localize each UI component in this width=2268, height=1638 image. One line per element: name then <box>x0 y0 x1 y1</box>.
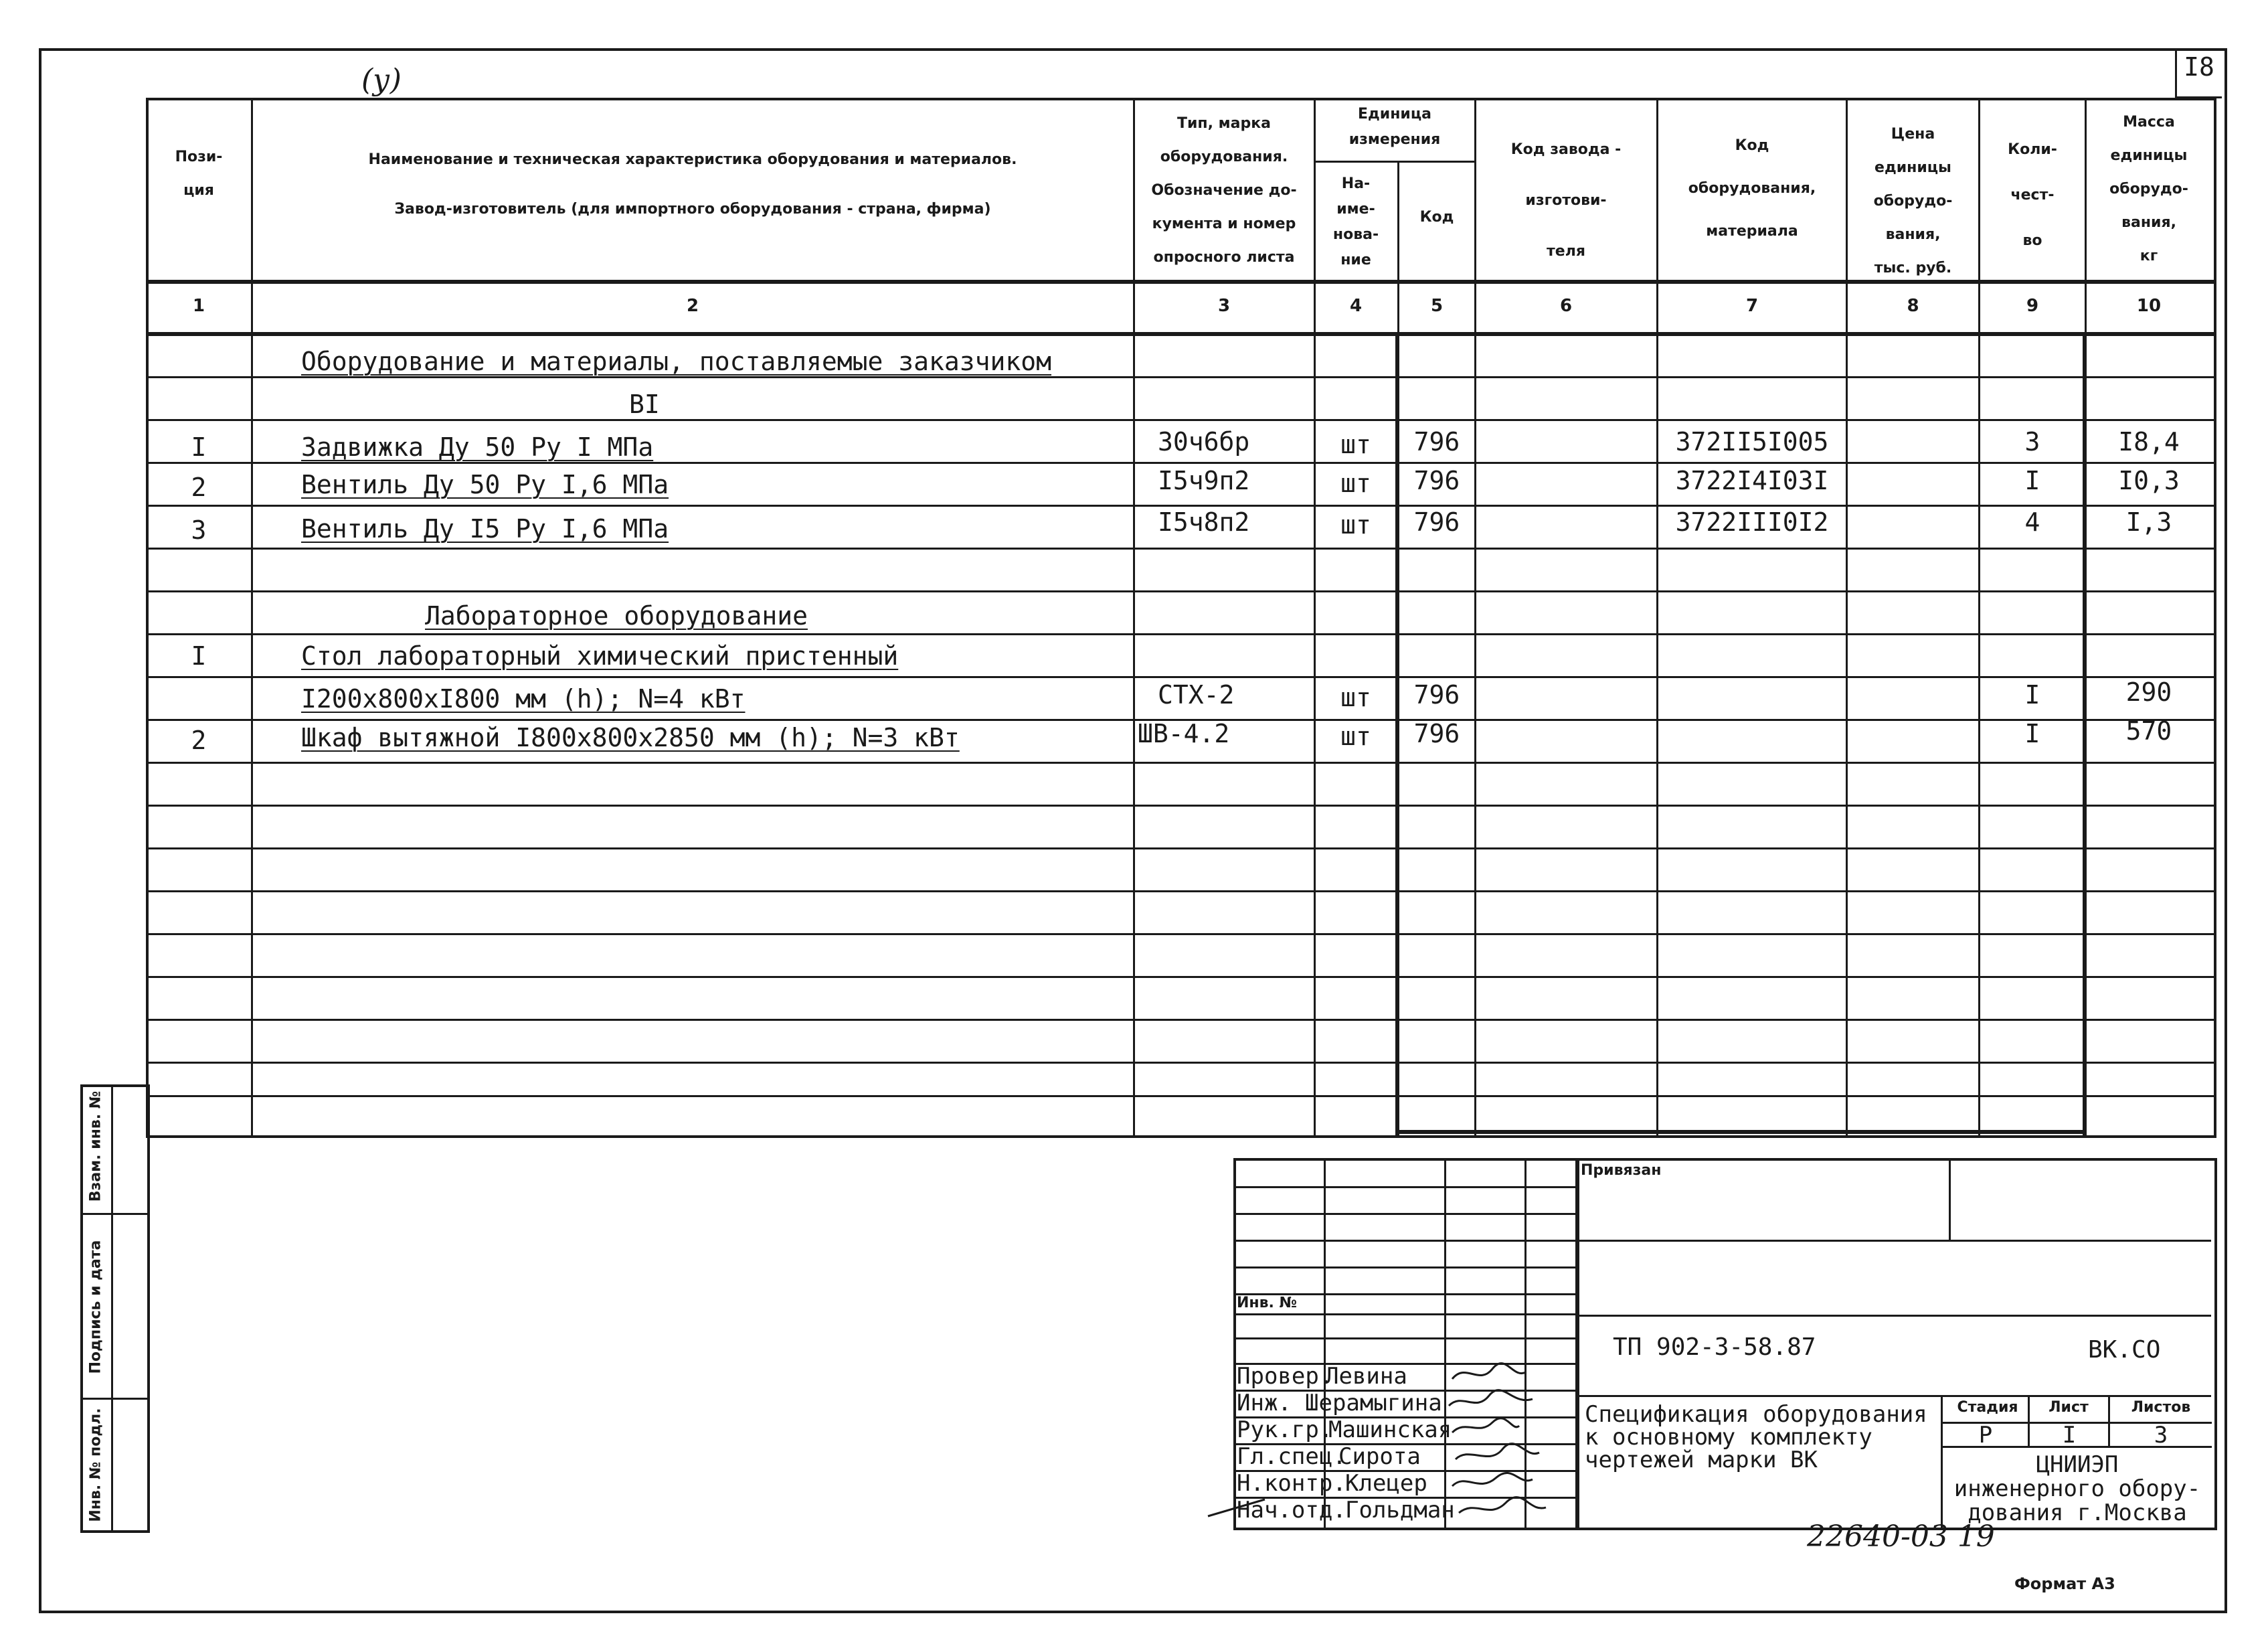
name-6: Гольдман <box>1345 1497 1455 1524</box>
row-type: I5ч9п2 <box>1158 466 1250 495</box>
row-position: 2 <box>191 473 207 502</box>
row-mass: 290 <box>2125 677 2172 707</box>
row-equip-code: 3722III0I2 <box>1675 507 1829 537</box>
handwritten-code: 22640-03 19 <box>1807 1520 1995 1554</box>
colnum-5: 5 <box>1430 296 1444 316</box>
row-name: Задвижка Ду 50 Ру I МПа <box>301 432 654 462</box>
row-name: Вентиль Ду I5 Ру I,6 МПа <box>301 514 669 544</box>
header-name-line2: Завод-изготовитель (для импортного оборудования - страна, фирма) <box>394 201 991 218</box>
colnum-8: 8 <box>1907 296 1919 316</box>
role-5: Н.контр. <box>1237 1470 1346 1497</box>
row-name: Стол лабораторный химический пристенный <box>301 641 899 671</box>
corner-box-left <box>2175 48 2177 96</box>
header-unit-group: Единица измерения <box>1348 106 1441 148</box>
role-6: Нач.отд. <box>1237 1497 1346 1524</box>
colnum-9: 9 <box>2026 296 2039 316</box>
row-qty: I <box>2024 719 2040 748</box>
org-name: ЦНИИЭП инженерного обору- дования г.Москва <box>1953 1451 2201 1526</box>
name-3: Машинская <box>1328 1416 1452 1443</box>
row-unit: шт <box>1340 510 1371 540</box>
header-factory-code: Код завода - изготови- теля <box>1510 141 1622 260</box>
header-unit-code: Код <box>1419 209 1454 226</box>
doc-title: Спецификация оборудования к основному комплекту чертежей марки ВК <box>1585 1401 1927 1473</box>
sheet-label: Лист <box>2048 1399 2089 1416</box>
header-equip-code: Код оборудования, материала <box>1688 137 1816 240</box>
role-1: Провер. <box>1237 1363 1333 1390</box>
row-type: ШВ-4.2 <box>1138 719 1230 748</box>
section1-title: Оборудование и материалы, поставляемые заказчиком <box>301 347 1052 376</box>
row-type: I5ч8п2 <box>1158 507 1250 537</box>
corner-number: I8 <box>2184 52 2214 82</box>
header-mass: Масса единицы оборудо- вания, кг <box>2109 114 2188 264</box>
stage-label: Стадия <box>1957 1399 2018 1416</box>
row-name: Вентиль Ду 50 Ру I,6 МПа <box>301 470 669 499</box>
row-unit-code: 796 <box>1413 719 1460 748</box>
row-position: 3 <box>191 515 207 545</box>
name-2: Шерамыгина <box>1305 1390 1442 1416</box>
header-type: Тип, марка оборудования. Обозначение до- кумента и номер опросного листа <box>1151 115 1297 266</box>
stamp-podpis: Подпись и дата <box>87 1240 104 1374</box>
signatures <box>1439 1359 1593 1533</box>
colnum-10: 10 <box>2136 296 2162 316</box>
stamp-vzam: Взам. инв. № <box>87 1090 104 1202</box>
privyazan-label: Привязан <box>1581 1162 1662 1179</box>
name-4: Сирота <box>1338 1443 1421 1470</box>
role-4: Гл.спец. <box>1237 1443 1346 1470</box>
header-unit-name: На- име- нова- ние <box>1332 175 1379 268</box>
row-qty: I <box>2024 680 2040 710</box>
inv-no-label: Инв. № <box>1237 1295 1298 1311</box>
row-mass: I8,4 <box>2118 427 2180 457</box>
row-qty: I <box>2024 466 2040 495</box>
name-5: Клецер <box>1345 1470 1427 1497</box>
row-position: 2 <box>191 726 207 755</box>
row-name: Шкаф вытяжной I800x800x2850 мм (h); N=3 кВт <box>301 723 960 752</box>
row-type: 30ч6бр <box>1158 427 1250 457</box>
colnum-2: 2 <box>686 296 699 316</box>
colnum-1: 1 <box>192 296 205 316</box>
row-type: СТХ-2 <box>1158 680 1235 710</box>
row-unit-code: 796 <box>1413 427 1460 457</box>
colnum-7: 7 <box>1745 296 1759 316</box>
role-2: Инж. <box>1237 1390 1292 1416</box>
row-unit-code: 796 <box>1413 507 1460 537</box>
row-position: I <box>191 641 207 671</box>
signature-line <box>1205 1493 1272 1520</box>
role-3: Рук.гр. <box>1237 1416 1333 1443</box>
sheet-value: I <box>2062 1422 2077 1449</box>
row-position: I <box>191 432 207 462</box>
row-equip-code: 372II5I005 <box>1675 427 1829 457</box>
sheets-value: 3 <box>2154 1422 2168 1449</box>
row-mass: I0,3 <box>2118 466 2180 495</box>
row-unit: шт <box>1340 683 1371 712</box>
stage-value: Р <box>1978 1422 1993 1449</box>
row-unit: шт <box>1340 430 1371 459</box>
section1-sub: BI <box>629 390 660 419</box>
sheets-label: Листов <box>2131 1399 2191 1416</box>
stamp-inv-podl: Инв. № подл. <box>87 1408 104 1522</box>
colnum-6: 6 <box>1559 296 1573 316</box>
row-qty: 3 <box>2024 427 2040 457</box>
row-name: I200x800xI800 мм (h); N=4 кВт <box>301 684 746 714</box>
row-mass: 570 <box>2125 716 2172 746</box>
row-unit: шт <box>1340 722 1371 751</box>
colnum-4: 4 <box>1349 296 1363 316</box>
doc-code: ТП 902-3-58.87 <box>1613 1333 1816 1361</box>
row-unit: шт <box>1340 469 1371 498</box>
row-unit-code: 796 <box>1413 466 1460 495</box>
name-1: Левина <box>1325 1363 1407 1390</box>
colnum-3: 3 <box>1217 296 1231 316</box>
section2-title: Лабораторное оборудование <box>425 601 808 631</box>
header-price: Цена единицы оборудо- вания, тыс. руб. <box>1873 126 1953 276</box>
top-mark: (у) <box>361 63 402 97</box>
header-name-line1: Наименование и техническая характеристика оборудования и материалов. <box>368 151 1017 168</box>
row-mass: I,3 <box>2125 507 2172 537</box>
format-label: Формат А3 <box>2014 1574 2115 1593</box>
header-qty: Коли- чест- во <box>2008 141 2057 249</box>
doc-mark: ВК.СО <box>2088 1336 2161 1364</box>
row-qty: 4 <box>2024 507 2040 537</box>
header-position: Пози- ция <box>175 149 223 199</box>
row-unit-code: 796 <box>1413 680 1460 710</box>
row-equip-code: 3722I4I03I <box>1675 466 1829 495</box>
